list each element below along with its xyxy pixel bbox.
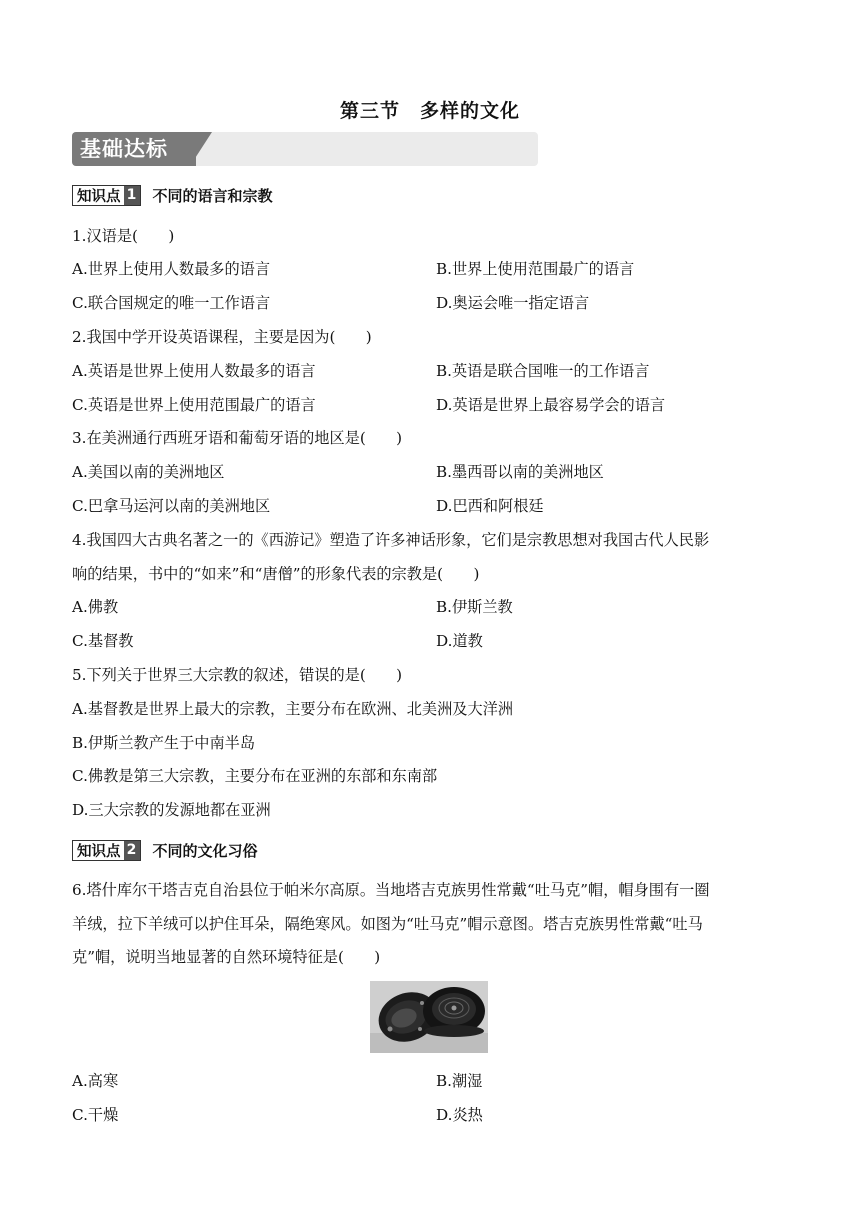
question-3-option-b: B.墨西哥以南的美洲地区 [436, 463, 604, 481]
question-2-option-b: B.英语是联合国唯一的工作语言 [436, 362, 650, 380]
question-5-option-b: B.伊斯兰教产生于中南半岛 [72, 734, 256, 752]
question-1-stem: 1.汉语是( ) [72, 227, 175, 245]
knowledge-point-2 [72, 838, 258, 862]
question-6-stem-line-1: 6.塔什库尔干塔吉克自治县位于帕米尔高原。当地塔吉克族男性常戴“吐马克”帽，帽身围有一圈 [72, 881, 710, 899]
question-6-stem-line-3: 克”帽，说明当地显著的自然环境特征是( ) [72, 948, 381, 966]
knowledge-point-title: 不同的语言和宗教 [152, 186, 273, 205]
knowledge-point-number: 2 [124, 841, 140, 860]
question-2-option-a: A.英语是世界上使用人数最多的语言 [72, 362, 316, 380]
page-title: 第三节 多样的文化 [339, 100, 520, 122]
question-4-stem-line-1: 4.我国四大古典名著之一的《西游记》塑造了许多神话形象，它们是宗教思想对我国古代人民影 [72, 531, 710, 549]
knowledge-point-label: 知识点 [77, 188, 121, 205]
question-1-option-d: D.奥运会唯一指定语言 [436, 294, 590, 312]
knowledge-point-1 [72, 183, 273, 207]
section-banner-label: 基础达标 [80, 137, 168, 161]
question-4-option-a: A.佛教 [72, 598, 119, 616]
question-2-option-d: D.英语是世界上最容易学会的语言 [436, 396, 666, 414]
knowledge-point-number: 1 [124, 186, 140, 205]
section-banner-slant [190, 132, 212, 166]
question-5-option-a: A.基督教是世界上最大的宗教，主要分布在欧洲、北美洲及大洋洲 [72, 700, 514, 718]
knowledge-point-label: 知识点 [77, 843, 121, 860]
question-1-option-c: C.联合国规定的唯一工作语言 [72, 294, 271, 312]
question-2-option-c: C.英语是世界上使用范围最广的语言 [72, 396, 316, 414]
question-3-option-a: A.美国以南的美洲地区 [72, 463, 225, 481]
question-6-option-d: D.炎热 [436, 1106, 483, 1124]
tumak-hat-photo [370, 981, 488, 1053]
question-6-stem-line-2: 羊绒，拉下羊绒可以护住耳朵，隔绝寒风。如图为“吐马克”帽示意图。塔吉克族男性常戴“吐马 [72, 915, 703, 933]
question-5-option-c: C.佛教是第三大宗教，主要分布在亚洲的东部和东南部 [72, 767, 438, 785]
question-3-option-c: C.巴拿马运河以南的美洲地区 [72, 497, 271, 515]
knowledge-point-title: 不同的文化习俗 [152, 841, 258, 860]
question-6-option-b: B.潮湿 [436, 1072, 483, 1090]
question-4-option-b: B.伊斯兰教 [436, 598, 513, 616]
question-1-option-a: A.世界上使用人数最多的语言 [72, 260, 271, 278]
question-4-stem-line-2: 响的结果，书中的“如来”和“唐僧”的形象代表的宗教是( ) [72, 565, 480, 583]
question-5-option-d: D.三大宗教的发源地都在亚洲 [72, 801, 271, 819]
question-4-option-d: D.道教 [436, 632, 483, 650]
question-6-option-c: C.干燥 [72, 1106, 119, 1124]
knowledge-point-badge [72, 840, 141, 861]
knowledge-point-badge [72, 185, 141, 206]
question-1-option-b: B.世界上使用范围最广的语言 [436, 260, 635, 278]
question-4-option-c: C.基督教 [72, 632, 134, 650]
question-5-stem: 5.下列关于世界三大宗教的叙述，错误的是( ) [72, 666, 403, 684]
question-3-stem: 3.在美洲通行西班牙语和葡萄牙语的地区是( ) [72, 429, 403, 447]
question-6-option-a: A.高寒 [72, 1072, 119, 1090]
question-2-stem: 2.我国中学开设英语课程，主要是因为( ) [72, 328, 372, 346]
question-3-option-d: D.巴西和阿根廷 [436, 497, 544, 515]
